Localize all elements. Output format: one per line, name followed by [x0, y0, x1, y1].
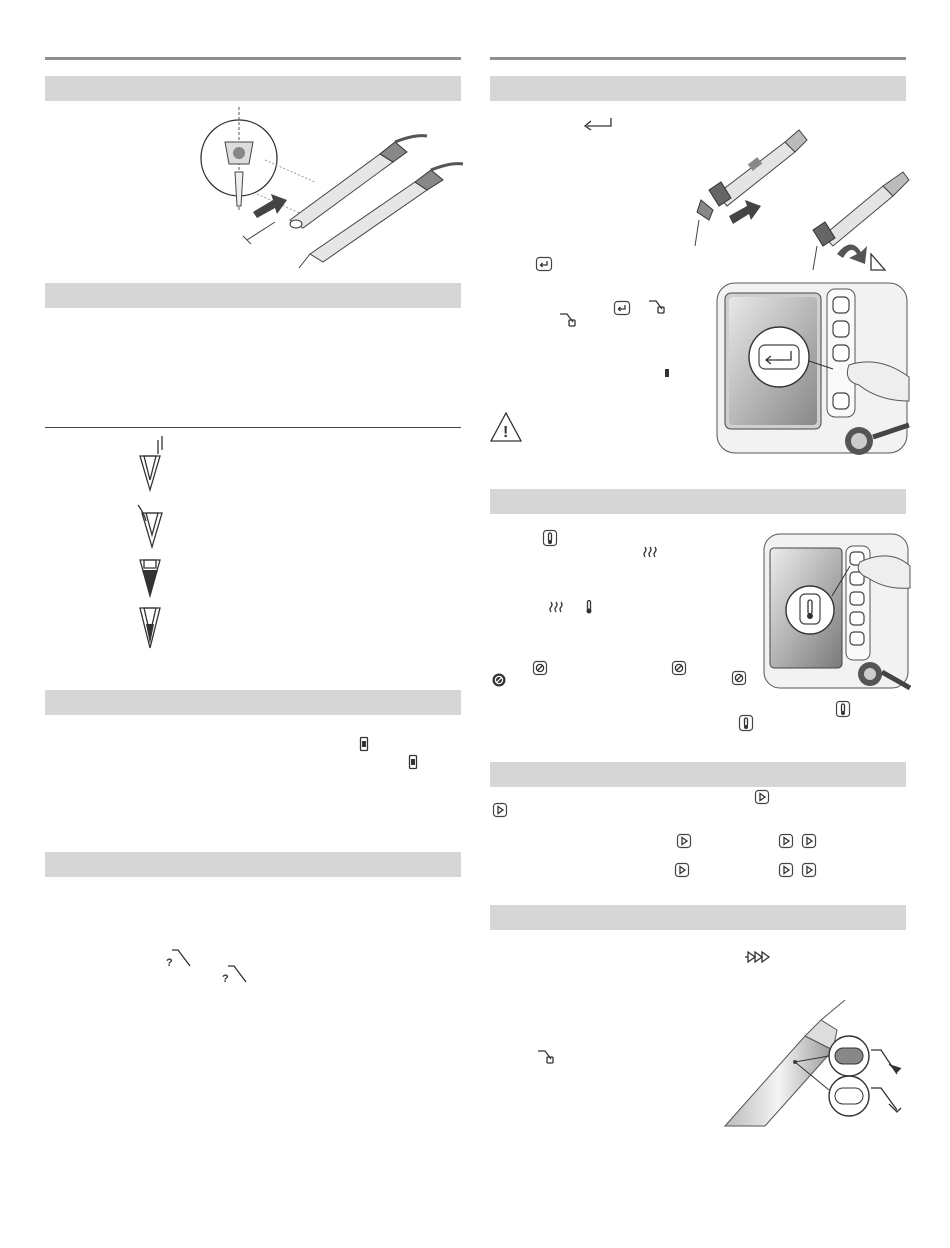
right-section-header-1: [490, 76, 906, 101]
play-icon: [493, 803, 507, 817]
heat-waves-icon: [643, 546, 657, 558]
question-mark: ?: [222, 973, 229, 985]
no-entry-filled-icon: [492, 673, 506, 687]
left-section-header-2: [45, 283, 461, 308]
play-icon: [779, 863, 793, 877]
play-icon: [802, 863, 816, 877]
enter-key-icon: [583, 117, 613, 131]
table-top-rule: [45, 427, 461, 428]
tip-profile-3-icon: [136, 556, 170, 602]
triple-play-icon: [745, 951, 775, 963]
question-tip-icon: [222, 962, 250, 984]
tip-profile-1-icon: [136, 436, 170, 494]
play-icon: [802, 834, 816, 848]
right-section-header-4: [490, 905, 906, 930]
tip-icon: [648, 299, 666, 315]
enter-key-icon: [536, 257, 552, 271]
handpiece-led-illustration: [725, 1000, 910, 1126]
thermometer-icon: [543, 530, 557, 546]
left-section-header-1: [45, 76, 461, 101]
right-section-header-2: [490, 489, 906, 514]
warning-triangle-icon: [489, 411, 523, 443]
play-icon: [779, 834, 793, 848]
handpiece-tip-mounting-illustration: [195, 102, 465, 274]
play-icon: [677, 834, 691, 848]
question-tip-icon: [166, 946, 194, 968]
play-icon: [755, 790, 769, 804]
tip-icon: [537, 1049, 555, 1065]
left-section-header-3: [45, 690, 461, 715]
thermometer-icon: [585, 600, 593, 614]
handpiece-tip-change-illustration: [695, 124, 910, 274]
no-entry-icon: [672, 661, 686, 675]
level-bar-icon: [360, 737, 368, 751]
enter-key-icon: [614, 301, 630, 315]
no-entry-icon: [732, 671, 746, 685]
thermometer-icon: [836, 701, 850, 717]
tip-profile-2-icon: [134, 505, 168, 549]
tip-icon: [559, 312, 577, 328]
thermometer-icon: [739, 715, 753, 731]
device-control-panel-illustration: [709, 281, 909, 455]
play-icon: [675, 863, 689, 877]
no-entry-icon: [533, 661, 547, 675]
level-bar-icon: [409, 755, 417, 769]
device-heating-illustration: [760, 532, 910, 690]
right-top-rule: [490, 57, 906, 60]
tip-profile-4-icon: [136, 604, 170, 650]
small-status-icon: [664, 368, 670, 378]
left-top-rule: [45, 57, 461, 60]
warning-mark: !: [503, 424, 509, 441]
heat-waves-icon: [549, 601, 563, 613]
right-section-header-3: [490, 762, 906, 787]
left-section-header-4: [45, 852, 461, 877]
question-mark: ?: [166, 957, 173, 969]
